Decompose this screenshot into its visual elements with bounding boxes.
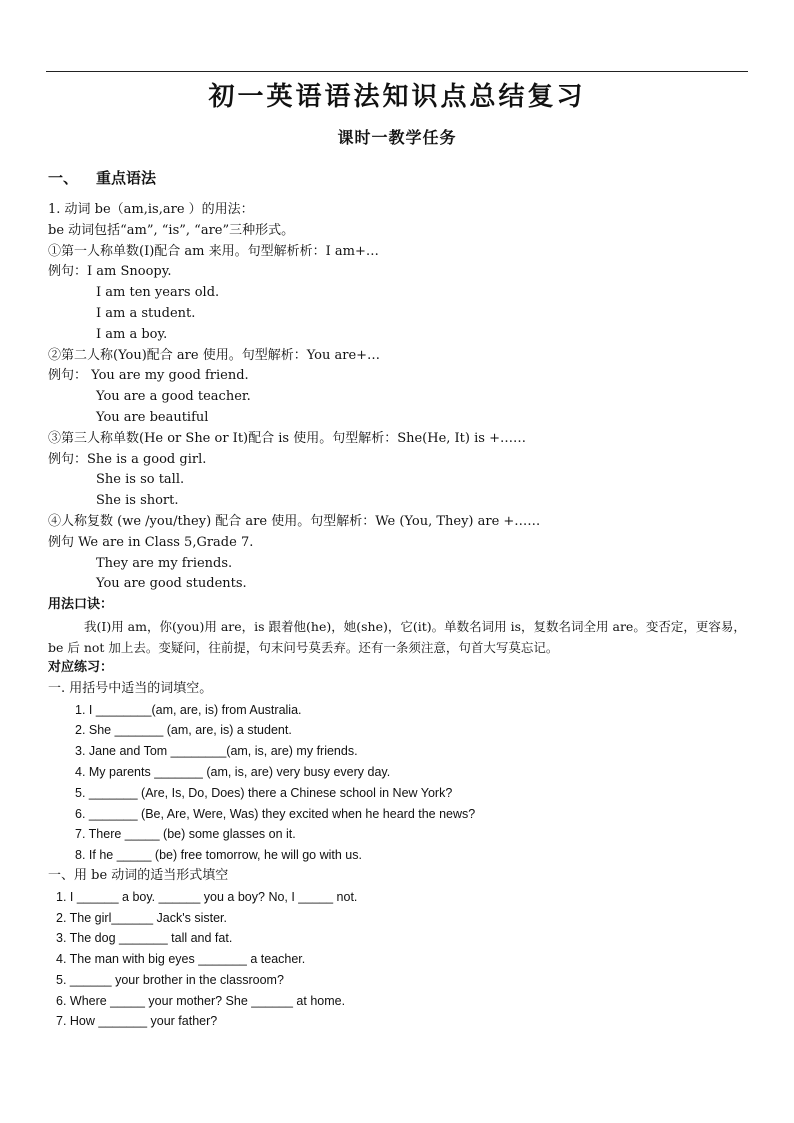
exercise-line: 5. ______ your brother in the classroom?: [56, 972, 284, 987]
exercise-lines: [48, 658, 748, 1032]
section-number: 一、: [48, 169, 79, 187]
mnemonic-paragraph: 我(I)用 am，你(you)用 are，is 跟着他(he)，她(she)，它(it)。单数名词用 is，复数名词全用 are。变否定，更容易，be 后 not 加上去。变疑问，往前提，句末问号莫丢弃。还有一条须注意，句首大写莫忘记。: [48, 618, 746, 655]
grammar-line: 用法口诀：: [48, 597, 114, 613]
section-title: 重点语法: [96, 169, 157, 187]
exercise-line: 2. She _______ (am, are, is) a student.: [75, 723, 292, 738]
page-title: 初一英语语法知识点总结复习: [208, 82, 586, 112]
exercise-line: 1. I ________(am, are, is) from Australia.: [75, 702, 302, 717]
exercise-line: 7. There _____ (be) some glasses on it.: [75, 827, 296, 842]
exercise-line: 一. 用括号中适当的词填空。: [48, 680, 213, 696]
grammar-line: 例句： You are my good friend.: [48, 368, 249, 384]
grammar-line: You are good students.: [96, 576, 247, 592]
grammar-line: They are my friends.: [96, 555, 233, 571]
exercise-line: 4. My parents _______ (am, is, are) very busy every day.: [75, 764, 391, 779]
section-heading: [48, 167, 156, 188]
exercise-line: 3. The dog _______ tall and fat.: [56, 931, 233, 946]
exercise-line: 8. If he _____ (be) free tomorrow, he will go with us.: [75, 848, 362, 863]
grammar-line: ②第二人称(You)配合 are 使用。句型解析：You are+…: [48, 347, 381, 363]
exercise-line: 4. The man with big eyes _______ a teacher.: [56, 952, 306, 967]
exercise-line: 2. The girl______ Jack's sister.: [56, 910, 227, 925]
exercise-line: 一、用 be 动词的适当形式填空: [48, 867, 229, 883]
grammar-line: 例句 We are in Class 5,Grade 7.: [48, 534, 254, 550]
grammar-line: I am ten years old.: [96, 285, 220, 301]
grammar-line: 例句：She is a good girl.: [48, 451, 207, 467]
exercise-line: 3. Jane and Tom ________(am, is, are) my friends.: [75, 744, 358, 759]
grammar-line: 例句：I am Snoopy.: [48, 264, 172, 280]
exercise-line: 1. I ______ a boy. ______ you a boy? No, I _____ not.: [56, 889, 358, 904]
grammar-line: ①第一人称单数(I)配合 am 来用。句型解析析：I am+…: [48, 243, 379, 259]
grammar-line: 1. 动词 be（am,is,are ）的用法：: [48, 202, 254, 217]
grammar-line: ④人称复数 (we /you/they) 配合 are 使用。句型解析：We (You, They) are +……: [48, 513, 541, 529]
exercise-line: 7. How _______ your father?: [56, 1014, 218, 1029]
exercise-line: 对应练习：: [48, 659, 114, 675]
grammar-line: She is so tall.: [96, 472, 185, 488]
document-body: [48, 200, 748, 1032]
grammar-line: ③第三人称单数(He or She or It)配合 is 使用。句型解析：She(He, It) is +……: [48, 430, 526, 446]
exercise-line: 5. _______ (Are, Is, Do, Does) there a Chinese school in New York?: [75, 785, 453, 800]
exercise-line: 6. Where _____ your mother? She ______ at home.: [56, 993, 346, 1008]
grammar-line: She is short.: [96, 493, 179, 509]
grammar-line: I am a boy.: [96, 326, 168, 342]
grammar-line: You are beautiful: [96, 409, 209, 425]
header-rule: [46, 71, 748, 72]
page-subtitle: 课时一教学任务: [337, 128, 457, 147]
exercise-line: 6. _______ (Be, Are, Were, Was) they excited when he heard the news?: [75, 806, 476, 821]
grammar-line: be 动词包括“am”, “is”, “are”三种形式。: [48, 222, 295, 238]
grammar-line: I am a student.: [96, 305, 196, 321]
grammar-lines: [48, 200, 748, 616]
grammar-line: You are a good teacher.: [96, 389, 251, 405]
